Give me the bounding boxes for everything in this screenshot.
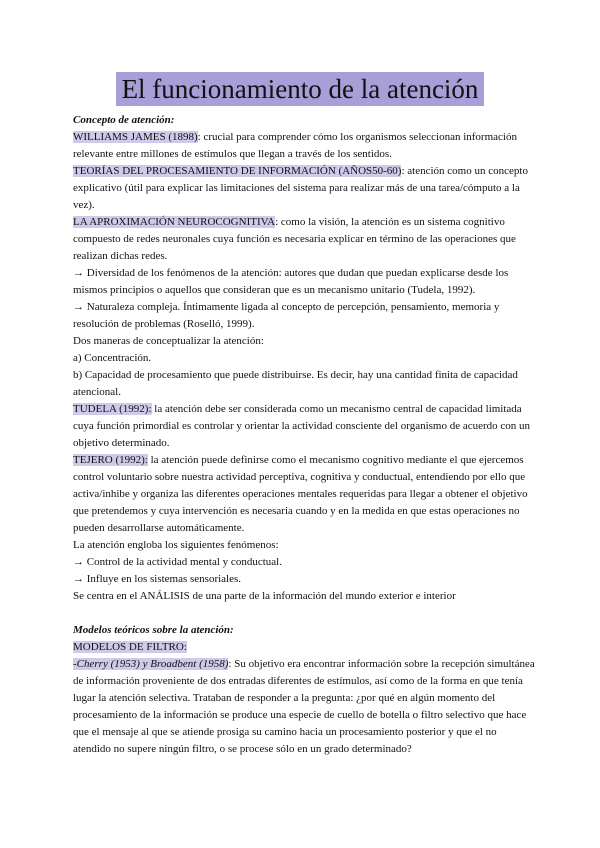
section-heading-modelos: Modelos teóricos sobre la atención: <box>73 624 234 636</box>
bullet-naturaleza: → Naturaleza compleja. Íntimamente ligada al concepto de percepción, pensamiento, memoria y resolución de problemas (Roselló, 1999). <box>73 301 500 330</box>
highlighted-label: TEORÍAS DEL PROCESAMIENTO DE INFORMACIÓN (AÑOS50-60) <box>73 165 402 177</box>
highlighted-subheading: MODELOS DE FILTRO: <box>73 641 187 653</box>
bullet-diversidad: → Diversidad de los fenómenos de la atención: autores que dudan que puedan explicarse desde los mismos principios o aquellos que consideran que es un mecanismo unitario (Tudela, 1992). <box>73 267 509 296</box>
highlighted-label: -Cherry (1953) y Broadbent (1958) <box>73 658 229 670</box>
paragraph-text: : crucial para comprender cómo los organismos seleccionan información relevante entre millones de estímulos que llegan a través de los sentidos. <box>73 131 517 160</box>
title-container <box>0 72 600 106</box>
paragraph-dos-maneras: Dos maneras de conceptualizar la atención: <box>73 335 264 347</box>
highlighted-label: TEJERO (1992): <box>73 454 148 466</box>
paragraph-cherry-broadbent <box>73 656 535 758</box>
paragraph-aproximacion-neurocognitiva <box>73 214 535 265</box>
paragraph-tejero <box>73 452 535 537</box>
section-spacer <box>73 605 535 622</box>
paragraph-text: : atención como un concepto explicativo (útil para explicar las limitaciones del sistema para realizar más de una tarea/cómputo a la vez). <box>73 165 528 211</box>
paragraph-text: la atención debe ser considerada como un mecanismo central de capacidad limitada cuya función primordial es controlar y orientar la actividad consciente del organismo de acuerdo con un objetivo determinado. <box>73 403 531 449</box>
highlighted-label: TUDELA (1992): <box>73 403 152 415</box>
list-item-b: b) Capacidad de procesamiento que puede distribuirse. Es decir, hay una cantidad finita de capacidad atencional. <box>73 369 518 398</box>
paragraph-engloba: La atención engloba los siguientes fenómenos: <box>73 539 279 551</box>
bullet-control: → Control de la actividad mental y conductual. <box>73 556 282 568</box>
paragraph-tudela <box>73 401 535 452</box>
subheading-modelos-filtro <box>73 639 535 656</box>
paragraph-text: : Su objetivo era encontrar información sobre la recepción simultánea de información proveniente de dos entradas diferentes de estímulos, así como de la forma en que tenía lugar la atención selectiva. Trataban de responder a la pregunta: ¿por qué en algún momento del procesamiento de la información se produce una especie de cuello de botella o filtro selectivo que hace que el mensaje al que se atiende prosiga su camino hacia un procesamiento posterior y que el no atendido no supere ningún filtro, o se procese sólo en un grado determinado? <box>73 658 535 755</box>
bullet-influye: → Influye en los sistemas sensoriales. <box>73 573 242 585</box>
paragraph-teorias-procesamiento <box>73 163 535 214</box>
paragraph-analisis: Se centra en el ANÁLISIS de una parte de la información del mundo exterior e interior <box>73 590 456 602</box>
document-title: El funcionamiento de la atención <box>116 72 485 106</box>
document-body <box>73 112 535 758</box>
section-heading-concepto: Concepto de atención: <box>73 114 175 126</box>
highlighted-label: WILLIAMS JAMES (1898) <box>73 131 198 143</box>
paragraph-text: : como la visión, la atención es un sistema cognitivo compuesto de redes neuronales cuya función es necesaria explicar en término de las operaciones que realizan dichas redes. <box>73 216 516 262</box>
list-item-a: a) Concentración. <box>73 352 152 364</box>
paragraph-text: la atención puede definirse como el mecanismo cognitivo mediante el que ejercemos control voluntario sobre nuestra actividad perceptiva, cognitiva y conductual, entendiendo por ello que activa/inhibe y organiza las diferentes operaciones mentales requeridas para llegar a obtener el objetivo que pretendemos y cuya intervención es necesaria cuando y en la medida en que estas operaciones no pueden desarrollarse automáticamente. <box>73 454 528 534</box>
paragraph-williams-james <box>73 129 535 163</box>
highlighted-label: LA APROXIMACIÓN NEUROCOGNITIVA <box>73 216 276 228</box>
